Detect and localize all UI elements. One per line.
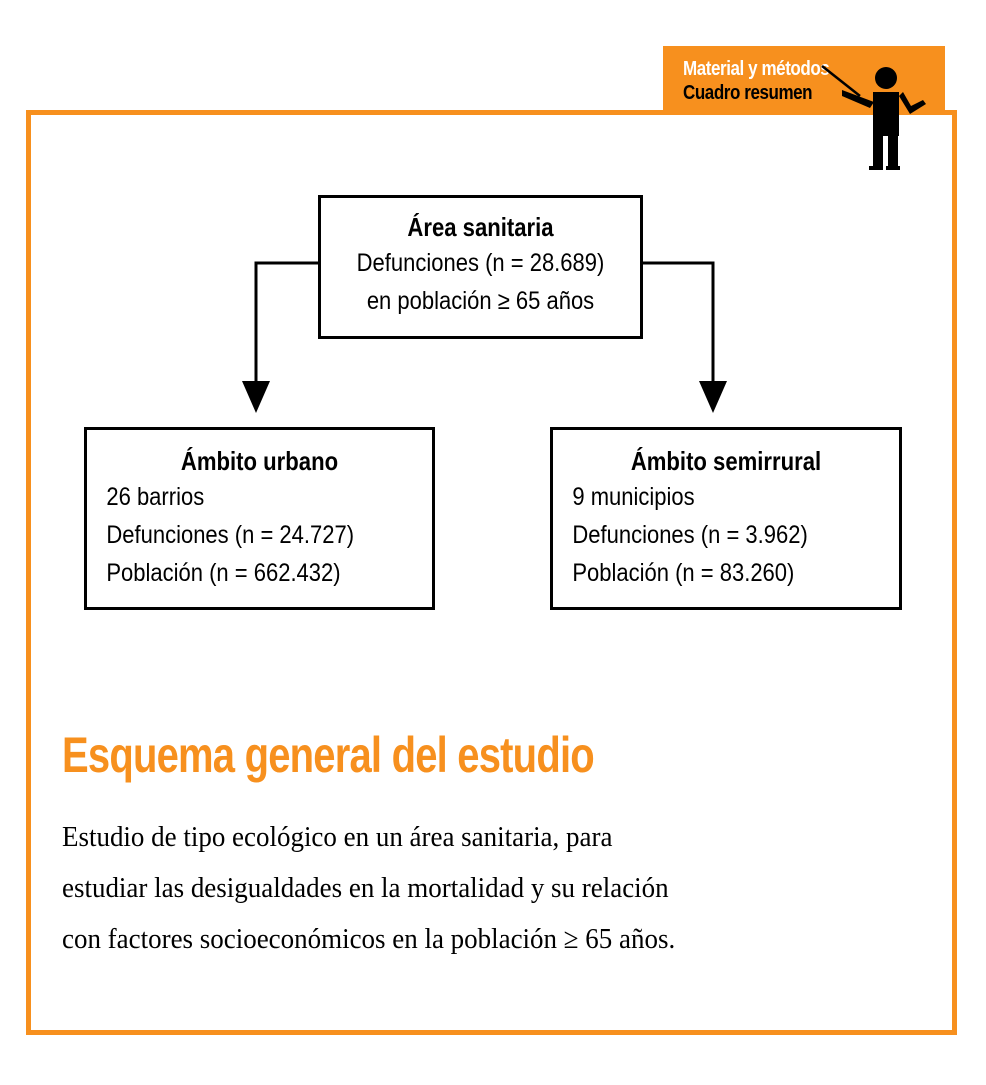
description-line: estudiar las desigualdades en la mortalidad y su relación bbox=[62, 872, 669, 904]
urban-box bbox=[84, 427, 435, 610]
root-box bbox=[318, 195, 643, 339]
root-title: Área sanitaria bbox=[407, 212, 554, 242]
urban-line: Población (n = 662.432) bbox=[106, 559, 341, 587]
section-heading: Esquema general del estudio bbox=[62, 727, 594, 783]
semirural-box bbox=[550, 427, 902, 610]
description-line: con factores socioeconómicos en la población ≥ 65 años. bbox=[62, 923, 676, 955]
urban-title: Ámbito urbano bbox=[180, 446, 339, 476]
presenter-figure-icon bbox=[820, 56, 940, 176]
semirural-title: Ámbito semirrural bbox=[630, 446, 822, 476]
tab-title: Material y métodos bbox=[683, 58, 830, 80]
description-line: Estudio de tipo ecológico en un área sanitaria, para bbox=[62, 821, 613, 853]
section-description bbox=[62, 812, 932, 965]
semirural-line: Población (n = 83.260) bbox=[572, 559, 795, 587]
semirural-line: 9 municipios bbox=[572, 483, 695, 511]
urban-line: 26 barrios bbox=[106, 483, 205, 511]
semirural-line: Defunciones (n = 3.962) bbox=[572, 521, 808, 549]
root-line: en población ≥ 65 años bbox=[366, 287, 595, 315]
tab-subtitle: Cuadro resumen bbox=[683, 82, 813, 104]
urban-line: Defunciones (n = 24.727) bbox=[106, 521, 355, 549]
root-line: Defunciones (n = 28.689) bbox=[356, 249, 605, 277]
